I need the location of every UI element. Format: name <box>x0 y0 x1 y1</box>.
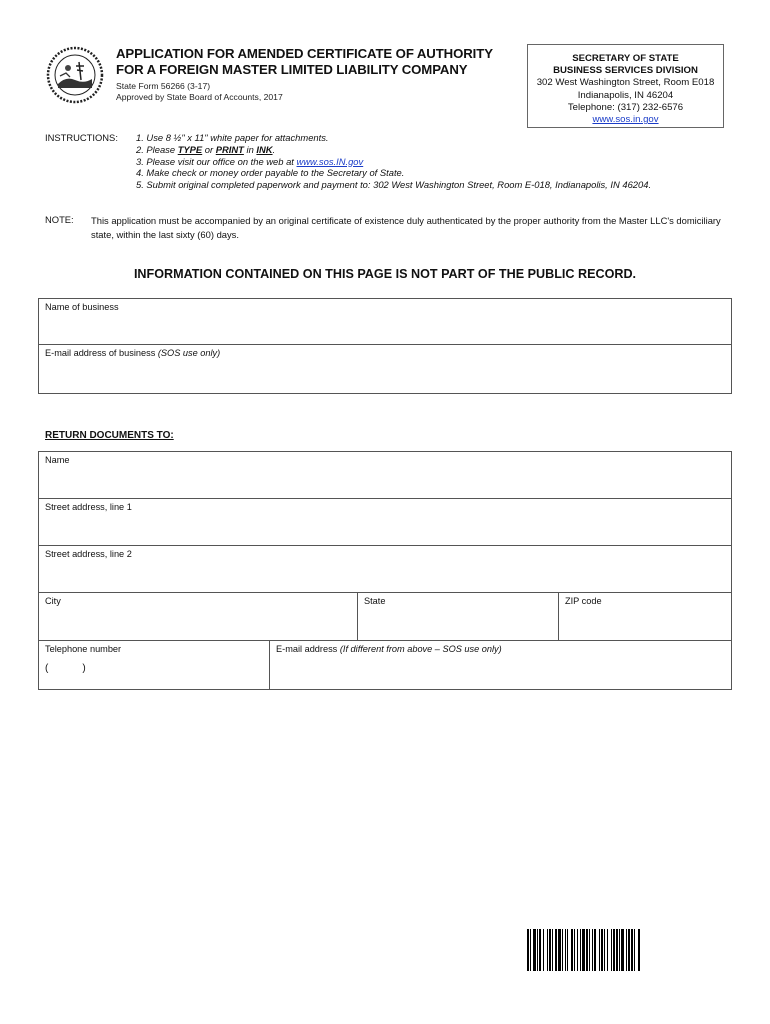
instructions-list <box>136 132 651 191</box>
form-title <box>116 46 493 78</box>
sos-address-2: Indianapolis, IN 46204 <box>577 89 674 101</box>
state-field[interactable] <box>357 592 559 641</box>
instructions-label: INSTRUCTIONS: <box>45 132 118 143</box>
sos-telephone: Telephone: (317) 232-6576 <box>567 101 684 113</box>
street-address-2-field[interactable] <box>38 545 732 593</box>
return-name-field[interactable] <box>38 451 732 499</box>
city-field[interactable] <box>38 592 358 641</box>
city-label: City <box>45 596 61 606</box>
sos-line-1: SECRETARY OF STATE <box>572 53 679 64</box>
business-email-note: (SOS use only) <box>157 348 221 358</box>
title-line-1: APPLICATION FOR AMENDED CERTIFICATE OF AUTHORITY <box>116 46 493 61</box>
sos-address-1: 302 West Washington Street, Room E018 <box>536 77 715 89</box>
return-documents-heading: RETURN DOCUMENTS TO: <box>45 430 174 441</box>
note-text: This application must be accompanied by an original certificate of existence duly authenticated by the proper authority from the Master LLC's domiciliary state, within the last sixty (60) days. <box>91 215 721 240</box>
state-label: State <box>364 596 386 606</box>
form-barcode <box>527 929 710 971</box>
street-address-2-label: Street address, line 2 <box>45 549 132 559</box>
sos-line-2: BUSINESS SERVICES DIVISION <box>553 65 698 77</box>
business-name-field[interactable] <box>38 298 732 345</box>
instruction-5: 5. Submit original completed paperwork and payment to: 302 West Washington Street, Room E-018, Indianapolis, IN 46204. <box>136 179 652 191</box>
instruction-4: 4. Make check or money order payable to the Secretary of State. <box>136 167 405 179</box>
public-record-notice: INFORMATION CONTAINED ON THIS PAGE IS NOT PART OF THE PUBLIC RECORD. <box>133 267 637 281</box>
zip-code-field[interactable] <box>558 592 732 641</box>
return-name-label: Name <box>45 455 70 465</box>
instruction-1: 1. Use 8 ½" x 11" white paper for attachments. <box>136 132 329 143</box>
sos-web-link[interactable]: www.sos.IN.gov <box>296 155 364 167</box>
form-number: State Form 56266 (3-17) <box>116 81 211 91</box>
zip-code-label: ZIP code <box>565 596 602 606</box>
telephone-label: Telephone number <box>45 644 122 654</box>
instruction-3: 3. Please visit our office on the web at www.sos.IN.gov <box>136 155 364 167</box>
area-code-parentheses: ( ) <box>45 663 86 674</box>
street-address-1-field[interactable] <box>38 498 732 546</box>
business-email-field[interactable] <box>38 344 732 394</box>
instruction-2: 2. Please TYPE or PRINT in INK. <box>136 143 276 155</box>
form-info <box>116 81 283 103</box>
note-label: NOTE: <box>45 214 74 225</box>
street-address-1-label: Street address, line 1 <box>45 502 132 512</box>
return-email-label: E-mail address <box>276 644 340 654</box>
approval-note: Approved by State Board of Accounts, 2017 <box>116 92 283 102</box>
secretary-of-state-box <box>527 44 724 128</box>
telephone-field[interactable] <box>38 640 270 690</box>
return-email-note: (If different from above – SOS use only) <box>339 644 502 654</box>
business-email-label: E-mail address of business <box>45 348 158 358</box>
business-name-label: Name of business <box>45 302 119 312</box>
indiana-state-seal <box>46 46 104 104</box>
return-email-field[interactable] <box>269 640 732 690</box>
sos-website-link[interactable]: www.sos.in.gov <box>592 114 659 126</box>
title-line-2: FOR A FOREIGN MASTER LIMITED LIABILITY COMPANY <box>116 62 468 77</box>
